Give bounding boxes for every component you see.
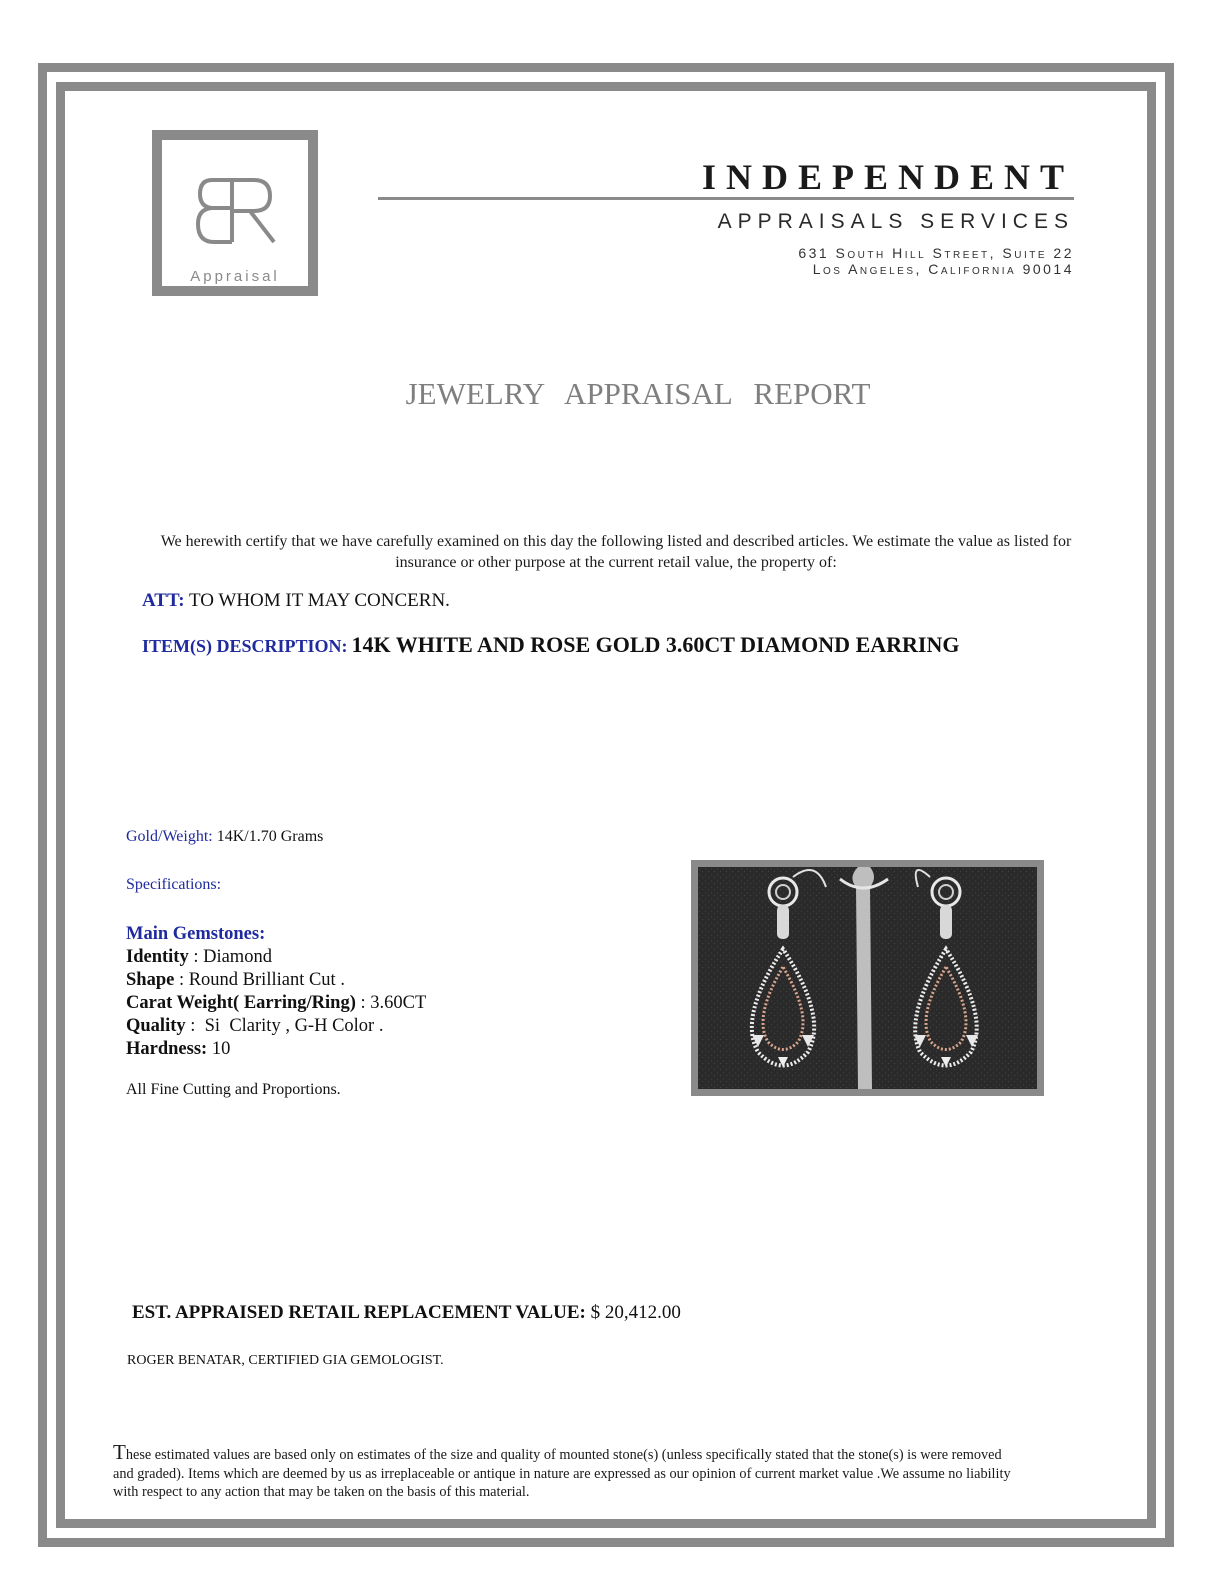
att-value: TO WHOM IT MAY CONCERN. — [189, 590, 450, 611]
quality-row — [126, 1015, 426, 1038]
gemologist-signature: ROGER BENATAR, CERTIFIED GIA GEMOLOGIST. — [127, 1353, 444, 1368]
report-title: JEWELRY APPRAISAL REPORT — [405, 376, 871, 411]
carat-label: Carat Weight( Earring/Ring) — [126, 993, 356, 1013]
address-line-2: Los Angeles, California 90014 — [812, 261, 1074, 277]
quality-value: : Si Clarity , G-H Color . — [190, 1016, 384, 1036]
identity-row — [126, 946, 426, 969]
identity-label: Identity — [126, 947, 189, 967]
quality-label: Quality — [126, 1016, 186, 1036]
gems-heading: Main Gemstones: — [126, 924, 266, 944]
br-appraisal-logo — [152, 130, 318, 296]
att-line — [142, 590, 450, 612]
value-amount: $ 20,412.00 — [590, 1302, 681, 1323]
disclaimer-text — [113, 1440, 1013, 1502]
gold-label: Gold/Weight: — [126, 828, 213, 845]
main-gemstones — [126, 923, 426, 1061]
hardness-value: 10 — [211, 1039, 231, 1059]
disclaimer-dropcap: T — [113, 1440, 126, 1464]
hardness-row — [126, 1038, 426, 1061]
br-monogram-logo — [192, 172, 292, 252]
shape-value: : Round Brilliant Cut . — [178, 970, 345, 990]
gold-weight-line — [126, 828, 323, 846]
shape-label: Shape — [126, 970, 175, 990]
certification-text: We herewith certify that we have carefully examined on this day the following listed and described articles. We estimate the value as listed for insurance or other purpose at the current retail value, the property of: — [160, 533, 1072, 571]
disclaimer-body: hese estimated values are based only on estimates of the size and quality of mounted stone(s) (unless specifically stated that the stone(s) is were removed and graded). Items which are deemed by us as irreplaceable or antique in nature are expressed as our opinion of current market value .We assume no liability with respect to any action that may be taken on the basis of this material. — [113, 1447, 1011, 1500]
company-subtitle: APPRAISALS SERVICES — [717, 210, 1074, 233]
item-label: ITEM(S) DESCRIPTION: — [142, 636, 348, 656]
carat-value: : 3.60CT — [360, 993, 427, 1013]
shape-row — [126, 969, 426, 992]
specifications-label: Specifications: — [126, 876, 222, 893]
identity-value: : Diamond — [193, 947, 272, 967]
item-value: 14K WHITE AND ROSE GOLD 3.60CT DIAMOND EARRING — [351, 632, 960, 657]
logo-subtitle: Appraisal — [190, 268, 280, 285]
att-label: ATT: — [142, 590, 185, 611]
appraised-value-line — [132, 1302, 681, 1324]
gold-value: 14K/1.70 Grams — [216, 828, 324, 845]
hardness-label: Hardness: — [126, 1039, 208, 1059]
earring-image — [698, 867, 1037, 1089]
earring-photo — [691, 860, 1044, 1096]
carat-row — [126, 992, 426, 1015]
address-line-1: 631 South Hill Street, Suite 22 — [798, 245, 1074, 261]
company-name: INDEPENDENT — [701, 157, 1074, 197]
item-description — [142, 632, 959, 658]
value-label: EST. APPRAISED RETAIL REPLACEMENT VALUE: — [132, 1302, 586, 1323]
fine-cutting-note: All Fine Cutting and Proportions. — [126, 1081, 341, 1098]
